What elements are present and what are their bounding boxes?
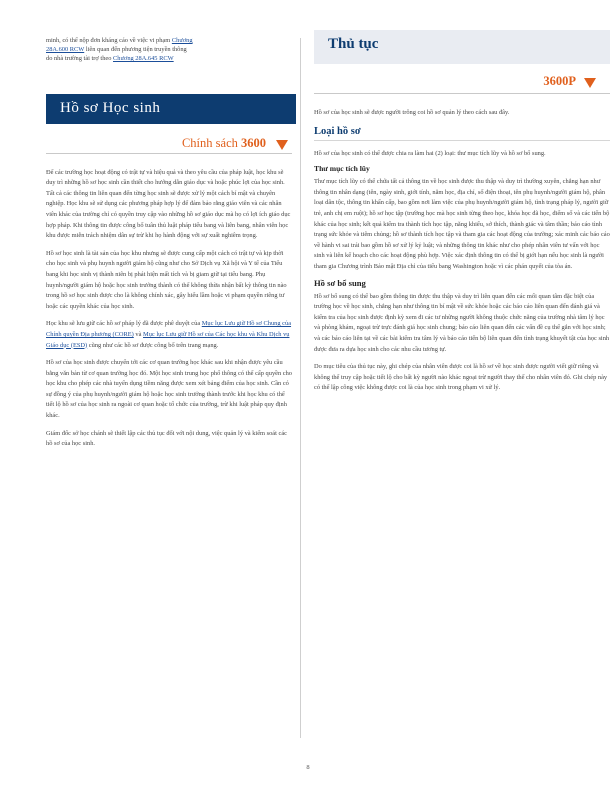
procedure-number: 3600P bbox=[543, 74, 576, 88]
policy-label: Chính sách bbox=[181, 135, 238, 150]
note-line2-text: liên quan đến phương tiện truyền thông bbox=[85, 46, 187, 54]
note-line3-text: do nhà trường tài trợ theo bbox=[46, 55, 114, 63]
procedure-body bbox=[314, 108, 610, 394]
banner-title: Hồ sơ Học sinh bbox=[60, 99, 161, 116]
procedure-intro: Hồ sơ của học sinh sẽ được người trông coi hồ sơ quản lý theo cách sau đây. bbox=[314, 109, 510, 116]
triangle-down-icon bbox=[276, 140, 288, 150]
policy-header bbox=[46, 134, 292, 154]
right-column bbox=[314, 30, 610, 401]
core-schedule-link[interactable]: Mục lục Lưu giữ Hồ sơ Chung của Chính quyền Địa phương (CORE) bbox=[46, 320, 292, 338]
policy-body bbox=[46, 168, 292, 450]
cumulative-folder-text: Thư mục tích lũy có thể chứa tất cả thông tin về học sinh được thu thập và duy trì thường xuyên, chẳng hạn như thông tin nhân dạng (tên, ngày sinh, giới tính, năm học, địa chỉ, số điện thoại, tên phụ huynh/người giám hộ, phân loại dân tộc, thông tin khẩn cấp, bao gồm nơi làm việc của phụ huynh/người giám hộ, tình trạng pháp lý, người giữ trẻ, anh chị em ruột); hồ sơ học tập (trường học mà học sinh từng theo học, khóa học đã học, điểm số và các tiến bộ khác của học sinh; kết quả kiểm tra thành tích học tập, năng khiếu, sở thích, thành giác và tâm thần; báo cáo tình trạng sức khỏe và tiêm chủng; hồ sơ thành tích học tập và tham gia các hoạt động của trường; xác minh các báo cáo về hành vi sai trái bao gồm hồ sơ xử lý kỷ luật; và những thông tin khác như cho phép nhân viên tư vấn với học sinh và liên kế hoạch cho các hoạt động phù hợp. Việc xác định thông tin có thể bị giới hạn nếu học sinh là người tham gia Chương trình Bảo mật Địa chỉ của tiểu bang Washington hoặc vì các phán quyết của tòa án. bbox=[314, 178, 610, 270]
procedure-banner bbox=[314, 30, 610, 64]
policy-paragraph-1: Để các trường học hoạt động có trật tự và hiệu quả và theo yêu cầu của pháp luật, học khu sẽ duy trì những hồ sơ học sinh cần thiết cho hướng dẫn giáo dục và hoặc phúc lợi của học sinh. Tất cả các thông tin liên quan đến từng học sinh sẽ được xử lý một cách bí mật và chuyên nghiệp. Học khu sẽ sử dụng các phương pháp hợp lý để đảm bảo rằng giáo viên và các nhân viên khác của trường chỉ có quyền truy cập vào những hồ sơ giáo dục mà họ có lợi ích giáo dục hợp pháp. Khi thông tin được công bố tuân thủ luật pháp tiểu bang và liên bang, nhân viên học khu được miễn trách nhiệm dân sự trừ khi họ hành động với sự xuất nghiêm trọng. bbox=[46, 168, 291, 240]
policy-paragraph-3: Học khu sẽ lưu giữ các hồ sơ pháp lý đã được phê duyệt của Mục lục Lưu giữ Hồ sơ Chung của Chính quyền Địa phương (CORE) và Mục lục Lưu giữ Hồ sơ của Các học khu và Khu Dịch vụ Giáo dục (ESD) cũng như các hồ sơ được công bố trên trang mạng. bbox=[46, 320, 292, 349]
staff-notes-paragraph: Do mục tiêu của thủ tục này, ghi chép của nhân viên được coi là hồ sơ về học sinh được người viết giữ riêng và không thể truy cập hoặc tiết lộ cho bất kỳ người nào khác ngoại trừ người thay thế cho nhân viên đó. Ghi chép này có thể lập công việc không được coi là của học sinh trong phạm vi xử lý. bbox=[314, 363, 608, 392]
esd-schedule-link[interactable]: Mục lục Lưu giữ Hồ sơ của Các học khu và Khu Dịch vụ Giáo dục (ESD) bbox=[46, 330, 290, 349]
note-line1-text: minh, có thể nộp đơn kháng cáo về việc vi phạm bbox=[46, 37, 171, 44]
supplemental-records-text: Hồ sơ bổ sung có thể bao gồm thông tin được thu thập và duy trì liên quan đến các mối quan tâm đặc biệt của trường học về học sinh, chẳng hạn như thông tin bí mật về sức khỏe hoặc các báo cáo liên quan đến đánh giá và kiểm tra của học sinh được định kỳ xem đi các tư những người không thuộc chức năng của trường nhà tâm lý học và phòng khám, ngoại trừ trực đánh giá học sinh chung; báo cáo liên quan đến các vấn đề cụ thể gắn với học sinh; và các báo cáo liên tại về các bài kiểm tra tâm lý và báo cáo tiến bộ liên quan đến tình trạng khuyết tật của học sinh được đưa ra dựa học sinh cho các nhu cầu tương tự. bbox=[314, 292, 610, 353]
policy-number: 3600 bbox=[241, 135, 266, 150]
record-types-heading: Loại hồ sơ bbox=[314, 126, 610, 141]
policy-paragraph-4: Hồ sơ của học sinh được chuyển tới các cơ quan trường học khác sau khi nhận được yêu cầu bằng văn bản từ cơ quan trường học đó. Một học sinh trung học phổ thông có thể cấp quyền cho học khu cho phép các nhà tuyển dụng tiềm năng được xem xét bảng điểm của học sinh. Cần có sự đồng ý của phụ huynh/người giám hộ hoặc học sinh trưởng thành trước khi học khu có thể tiết lộ hồ sơ của học sinh ra ngoài cơ quan hoặc tổ chức của trường, trừ khi luật pháp quy định khác. bbox=[46, 359, 293, 420]
rcw-chapter-link[interactable]: Chương bbox=[171, 37, 193, 44]
record-types-intro: Hồ sơ của học sinh có thể được chia ra làm hai (2) loại: thư mục tích lũy và hồ sơ bổ sung. bbox=[314, 149, 546, 157]
procedure-title: Thủ tục bbox=[328, 36, 379, 52]
procedure-number-row bbox=[314, 70, 610, 94]
carryover-note bbox=[46, 36, 292, 64]
column-divider bbox=[300, 38, 301, 738]
triangle-down-icon bbox=[584, 78, 596, 88]
rcw-28a600-link[interactable]: 28A.600 RCW bbox=[46, 46, 85, 54]
section-banner bbox=[46, 94, 296, 124]
supplemental-records-heading: Hồ sơ bổ sung bbox=[314, 277, 366, 288]
policy-paragraph-5: Giám đốc sở học chánh sẽ thiết lập các thủ tục đối với nội dung, việc quản lý và kiểm soát các hồ sơ của học sinh. bbox=[46, 429, 288, 448]
rcw-28a645-link[interactable]: Chương 28A.645 RCW bbox=[113, 55, 174, 63]
policy-paragraph-2: Hồ sơ học sinh là tài sản của học khu nhưng sẽ được cung cấp một cách có trật tự và kịp thời cho học sinh và phụ huynh người giám hộ cũng như cho Sở Dịch vụ Xã hội và Y tế của Tiểu bang khi học sinh vị thành niên bị phát hiện mất tích và bị giam giữ tại tiểu bang. Phụ huynh/người giám hộ hoặc học sinh trưởng thành có thể không thừa nhận bất kỳ thông tin nào trong hồ sơ học sinh được cho là không chính xác, gây hiểu lầm hoặc vi phạm quyền riêng tư hoặc các quyền khác của học sinh. bbox=[46, 249, 287, 310]
cumulative-folder-heading: Thư mục tích lũy bbox=[314, 164, 370, 174]
left-column bbox=[46, 36, 292, 457]
page-number: 8 bbox=[306, 764, 310, 771]
